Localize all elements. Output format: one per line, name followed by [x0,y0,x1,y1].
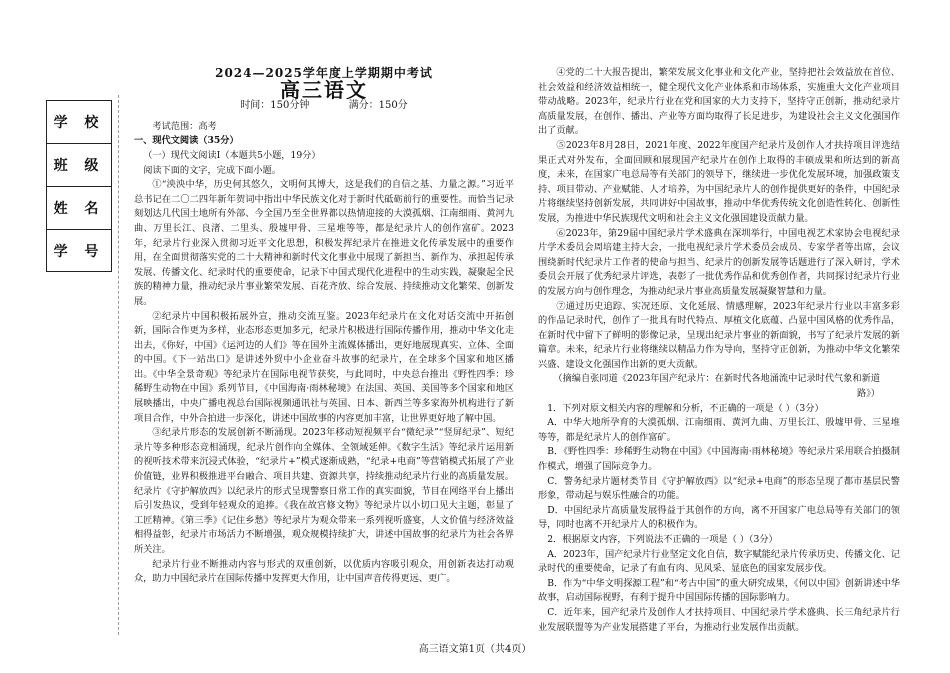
subsection-heading: （一）现代文阅读Ⅰ（本题共5小题，19分） [143,149,321,161]
passage-paragraph-5: ⑤2023年8月28日，2021年度、2022年度国产纪录片及创作人才扶持项目评选结果正式对外发布，全面回顾和展现国产纪录片在创作上取得的丰硕成果和所达到的新高度，未来，在国家广电总局等有关部门的领导下，继续进一步优化发展环境，加强政策支持、项目带动、产业赋能、人才培养，为中国纪录片人的创作提供更好的条件，中国纪录片将继续坚持创新发展，共同讲好中国故事，推动中华优秀传统文化创造性转化、创新性发展，为推进中华民族现代文明和社会主义文化强国建设贡献力量。 [538,139,900,224]
question-2-option-a: A．2023年，国产纪录片行业坚定文化自信，数字赋能纪录片传承历史、传播文化、记录时代的重要使命，记录了有血有肉、见风采、显底色的国家发展步伐。 [538,548,900,575]
left-column [134,66,514,587]
passage-paragraph-1: ①“泱泱中华，历史何其悠久，文明何其博大，这是我们的自信之基、力量之源。”习近平总书记在二〇二四年新年贺词中指出中华民族文化对于新时代砥砺前行的重要性。而恰当记录刻划达几代国土地所有外部、今全国乃至全世界都以热情迎接的大漠孤烟、江南细雨、黄河九曲、万里长江、良渚、二里头、殷墟甲骨、三星堆等等，都是纪录片人的创作富矿。2023年，纪录片行业深入贯彻习近平文化思想，积极发挥纪录片在推进文化传承发展中的重要作用，在全面贯彻落实党的二十大精神和新时代文化事业中展现了新担当、新作为、承担起传承发展、传播文化、纪录时代的重要使命，记录下中国式现代化进程中的生动实践，凝聚起全民族的精神力量，推动纪录片事业繁荣发展、百花齐放、综合发展、持续推动文化繁荣、创新发展。 [134,179,514,307]
exam-time-score [134,99,514,114]
right-column [538,66,900,635]
class-label: 班 级 [47,144,111,187]
passage-paragraph-2: ②纪录片中国积极拓展外宣，推动交流互鉴。2023年纪录片在文化对话交流中开拓创新，国际合作更为多样，业态形态更加多元，纪录片积极进行国际传播作用，推动中华文化走出去，《你好，中国》《运河边的人们》等在国外主流媒体播出，更好地展现真实、立体、全面的中国。《下一站出口》是讲述外贸中小企业奋斗故事的纪录片，在全球多个国家和地区播出。《中华全景奇观》等纪录片在国际电视节获奖，与此同时，中央总台推出《野性四季：珍稀野生动物在中国》系列节目，《中国海南·雨林秘境》在法国、英国、美国等多个国家和地区展映播出，中央广播电视总台国际视频通讯社与英国、日本、新西兰等多家海外机构进行了新项目合作，中外合拍进一步深化，讲述中国故事的内容更加丰富，让世界更好地了解中国。 [134,310,514,424]
question-1-option-d: D．中国纪录片高质量发展得益于其创作的方向，离不开国家广电总局等有关部门的领导，同时也离不开纪录片人的积极作为。 [538,504,900,531]
name-label: 姓 名 [47,187,111,230]
exam-title: 高三语文 [280,77,368,102]
passage-paragraph-6: ⑥2023年，第29届中国纪录片学术盛典在深圳举行，中国电视艺术家协会电视纪录片学术委员会周培建主持大会，一批电视纪录片学术委员会成员、专家学者等出席，会议围绕新时代纪录片工作者的使命与担当、纪录片的创新发展等话题进行了深入研讨，学术委员会开展了优秀纪录片评选，表彰了一批优秀作品和优秀创作者，共同探讨纪录片行业的发展方向与创作理念，为推动纪录片事业高质量发展凝聚智慧和力量。 [538,227,900,297]
question-1-option-b: B．《野性四季：珍稀野生动物在中国》《中国海南·雨林秘境》等纪录片采用联合拍摄制作模式，增强了国际竞争力。 [538,446,900,473]
question-1-option-a: A．中华大地所孕育的大漠孤烟、江南细雨、黄河九曲、万里长江、殷墟甲骨、三星堆等等，都是纪录片人的创作富矿。 [538,417,900,443]
student-number-label: 学 号 [53,244,105,260]
question-1-option-c: C．警务纪录片题材类节目《守护解放西》以“纪录+电商”的形态呈现了都市基层民警形象，带动起与娱乐性融合的功能。 [538,475,900,502]
passage-paragraph-7: ⑦通过历史追踪、实况还原、文化延展、情感理解，2023年纪录片行业以丰富多彩的作品记录时代，创作了一批具有时代特点、厚植文化底蕴、凸显中国风格的优秀作品，在新时代中留下了鲜明的影像记录，呈现出纪录片事业的新面貌，书写了纪录片发展的新篇章。未来，纪录片行业将继续以精品力作为导向，坚持守正创新，为推动中华文化繁荣兴盛、建设文化强国作出新的更大贡献。 [538,300,900,370]
exam-scope: 考试范围：高考 [152,120,217,132]
binding-dashed-line [118,95,119,635]
question-2-option-b: B．作为“中华文明探源工程”和“考古中国”的重大研究成果，《何以中国》创新讲述中华故事，启动国际视野，有利于提升中国国际传播的国际影响力。 [538,577,900,604]
page-footer: 高三语文第1页（共4页） [418,644,532,655]
exam-time: 时间：150分钟 [240,100,310,112]
question-1: 1．下列对原文相关内容的理解和分析，不正确的一项是（ ）（3分） [547,402,824,414]
question-2-option-c: C．近年来，国产纪录片及创作人才扶持项目、中国纪录片学术盛典、长三角纪录片行业发展联盟等为产业发展搭建了平台，为推动行业发展作出贡献。 [538,606,900,633]
passage-paragraph-4: ④党的二十大报告提出，繁荣发展文化事业和文化产业，坚持把社会效益放在首位、社会效益和经济效益相统一，健全现代文化产业体系和市场体系，实施重大文化产业项目带动战略。2023年，纪录片行业在党和国家的大力支持下，坚持守正创新，推动纪录片高质量发展，在创作、播出、产业等方面均取得了长足进步，为建设社会主义文化强国作出了贡献。 [538,67,900,137]
passage-paragraph-3-cont: 纪录片行业不断推动内容与形式的双重创新，以优质内容吸引观众，用创新表达打动观众，助力中国纪录片在国际传播中发挥更大作用，让中国声音传得更远、更广。 [134,558,514,585]
section-heading: 一、现代文阅读（35分） [134,135,239,147]
reading-instruction: 阅读下面的文字，完成下面小题。 [143,164,281,176]
binding-info-box [46,100,112,272]
exam-year-line: 2024—2025学年度上学期期中考试 [215,66,433,80]
school-label: 学 校 [47,101,111,144]
question-2: 2．根据原文内容，下列说法不正确的一项是（ ）（3分） [547,534,778,545]
passage-source: （摘编自张同道《2023年国产纪录片：在新时代各地涌流中记录时代气象和新道路》） [553,373,880,400]
exam-score: 满分：150分 [348,100,408,112]
passage-paragraph-3: ③纪录片形态的发展创新不断涌现。2023年移动短视频平台“微纪录”“竖屏纪录”、短纪录片等多种形态竞相涌现，纪录片创作向全媒体、全领域延伸。《数字生活》等纪录片运用新的视听技术带来沉浸式体验，“纪录片+”模式逐渐成熟，“纪录+电商”等营销模式拓展了产业价值链，业界积极推进平台融合、项目共建、资源共享，持续推动纪录片行业的高质量发展。纪录片《守护解放西》以纪录片的形式呈现警察日常工作的真实面貌，节目在网络平台上播出后引发热议，受到年轻观众的追捧。《我在故宫修文物》等纪录片以小切口见大主题，彰显了工匠精神。《第三季》《记住乡愁》等纪录片为观众带来一系列视听盛宴，人文价值与经济效益相得益彰，纪录片市场活力不断增强，观众规模持续扩大，讲述中国故事的纪录片为社会各界所关注。 [134,427,514,555]
